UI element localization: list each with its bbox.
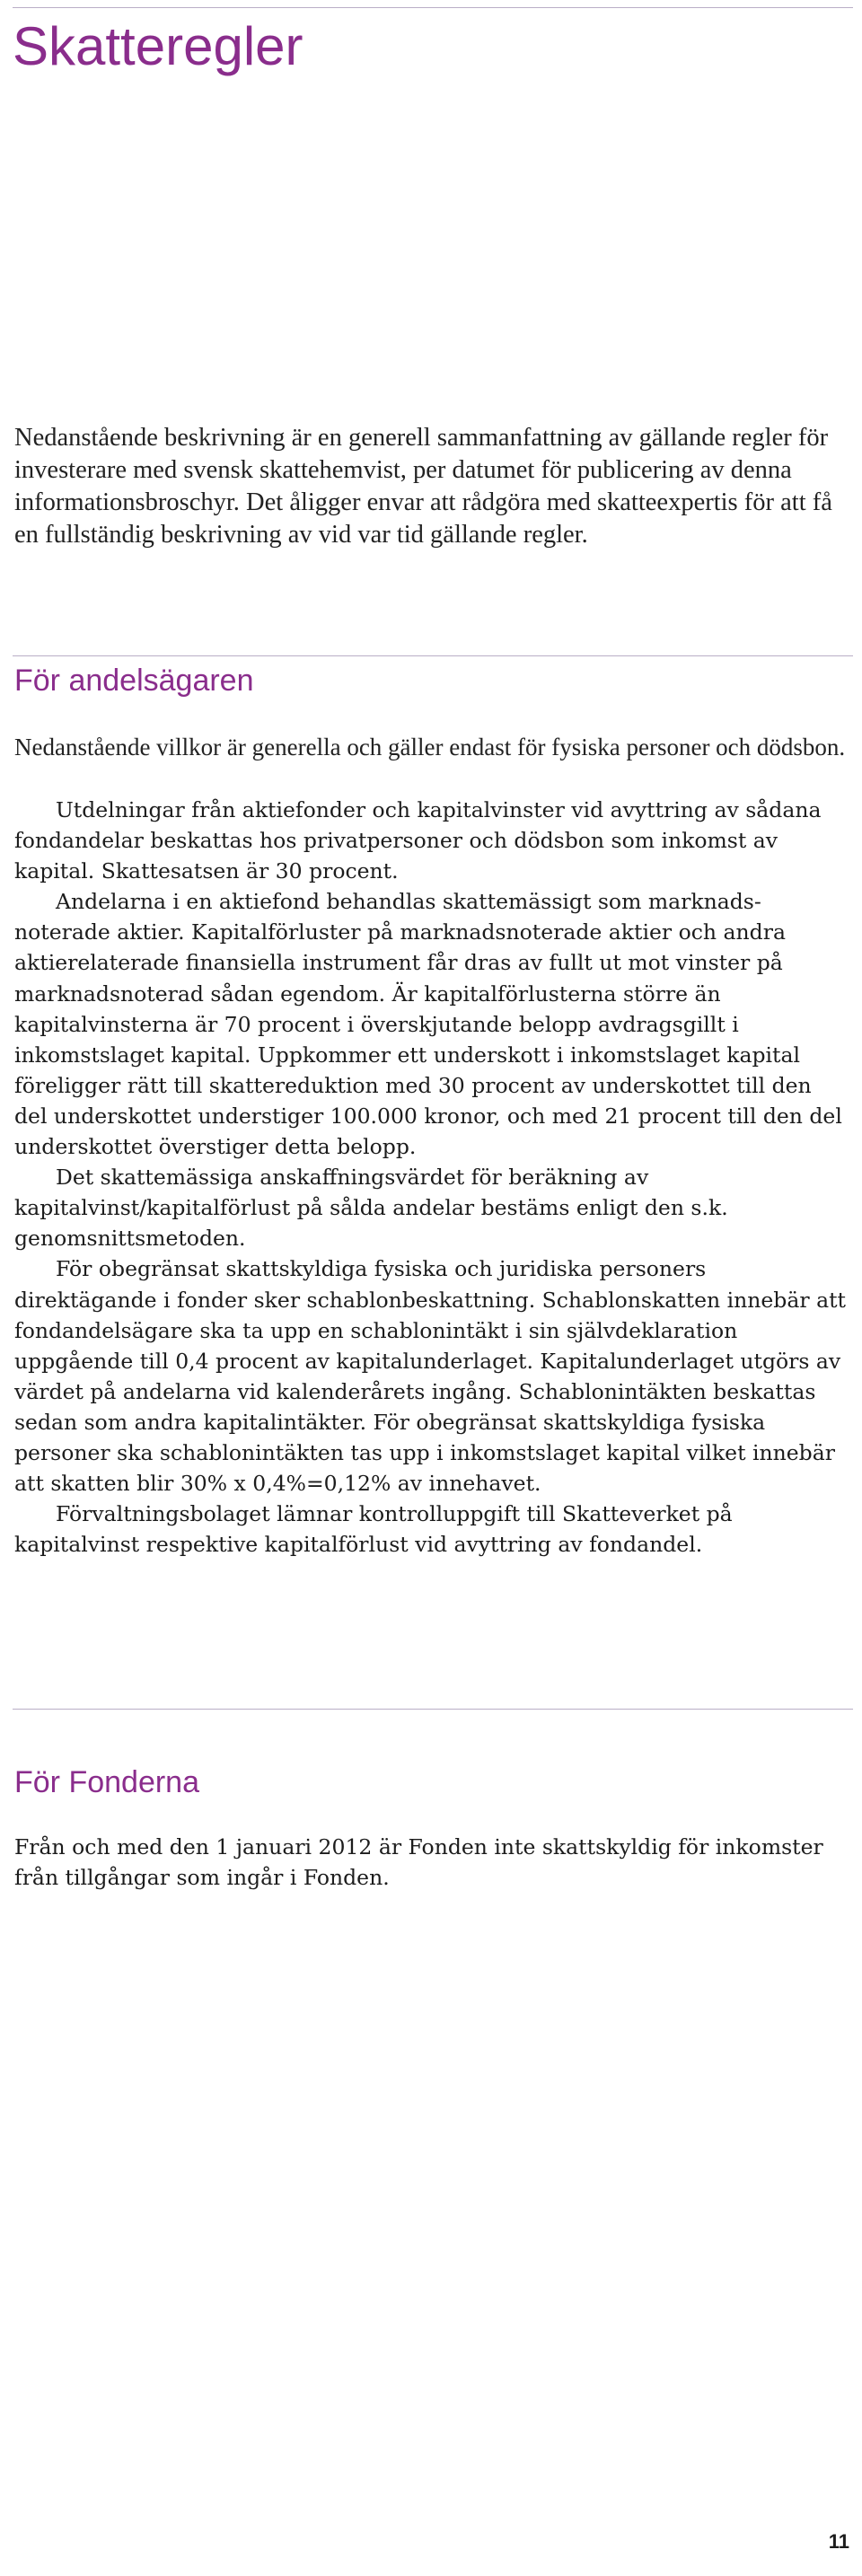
- section-heading-andelsagaren: För andelsägaren: [14, 664, 254, 698]
- fonderna-body: [14, 1832, 848, 1893]
- paragraph-kontrolluppgift: Förvaltningsbolaget lämnar kontrolluppgift till Skatteverket på kapitalvinst respektive kapitalförlust vid avyttring av fondandel.: [14, 1501, 733, 1558]
- section-divider-andelsagaren: [13, 655, 853, 656]
- andelsagaren-lead-paragraph: Nedanstående villkor är generella och gäller endast för fysiska personer och dödsbon.: [14, 734, 846, 760]
- paragraph-utdelningar: Utdelningar från aktiefonder och kapitalvinster vid avyttring av sådana fondandelar beskattas hos privatpersoner och dödsbon som inkomst av kapital. Skattesatsen är 30 procent.: [14, 797, 822, 884]
- top-divider: [13, 7, 853, 8]
- paragraph-fonderna: Från och med den 1 januari 2012 är Fonden inte skattskyldig för inkomster från tillgångar som ingår i Fonden.: [14, 1834, 823, 1891]
- andelsagaren-body: [14, 795, 848, 1560]
- paragraph-anskaffningsvarde: Det skattemässiga anskaffningsvärdet för beräkning av kapitalvinst/kapitalförlust på sålda andelar bestäms enligt den s.k. genomsnittsmetoden.: [14, 1165, 728, 1252]
- section-divider-fonderna: [13, 1709, 853, 1710]
- section-heading-fonderna: För Fonderna: [14, 1765, 199, 1799]
- paragraph-schablonbeskattning: För obegränsat skattskyldiga fysiska och juridiska personers direktägande i fonder sker schablonbeskattning. Schablonskatten innebär att fondandelsägare ska ta upp en schablonintäkt i sin självdeklaration uppgående till 0,4 procent av kapitalunderlaget. Kapitalunderlaget utgörs av värdet på andelarna vid kalenderårets ingång. Schablonintäkten beskattas sedan som andra kapitalintäkter. För obegränsat skattskyldiga fysiska personer ska schablonintäkten tas upp i inkomstslaget kapital vilket innebär att skatten blir 30% x 0,4%=0,12% av innehavet.: [14, 1256, 846, 1497]
- page-title: Skatteregler: [13, 16, 303, 76]
- page-number: 11: [828, 2530, 849, 2553]
- paragraph-kapitalforluster: Andelarna i en aktiefond behandlas skattemässigt som marknads-noterade aktier. Kapitalförluster på marknadsnoterade aktier och andra aktierelaterade finansiella instrument får dras av fullt ut mot vinster på marknadsnoterad sådan egendom. Är kapitalförlusterna större än kapitalvinsterna är 70 procent i överskjutande belopp avdragsgillt i inkomstslaget kapital. Uppkommer ett underskott i inkomstslaget kapital föreligger rätt till skattereduktion med 30 procent av underskottet till den del underskottet understiger 100.000 kronor, och med 21 procent till den del underskottet överstiger detta belopp.: [14, 889, 842, 1160]
- intro-paragraph: Nedanstående beskrivning är en generell sammanfattning av gällande regler för investerare med svensk skattehemvist, per datumet för publicering av denna informationsbroschyr. Det åligger envar att rådgöra med skatteexpertis för att få en fullständig beskrivning av vid var tid gällande regler.: [14, 424, 832, 549]
